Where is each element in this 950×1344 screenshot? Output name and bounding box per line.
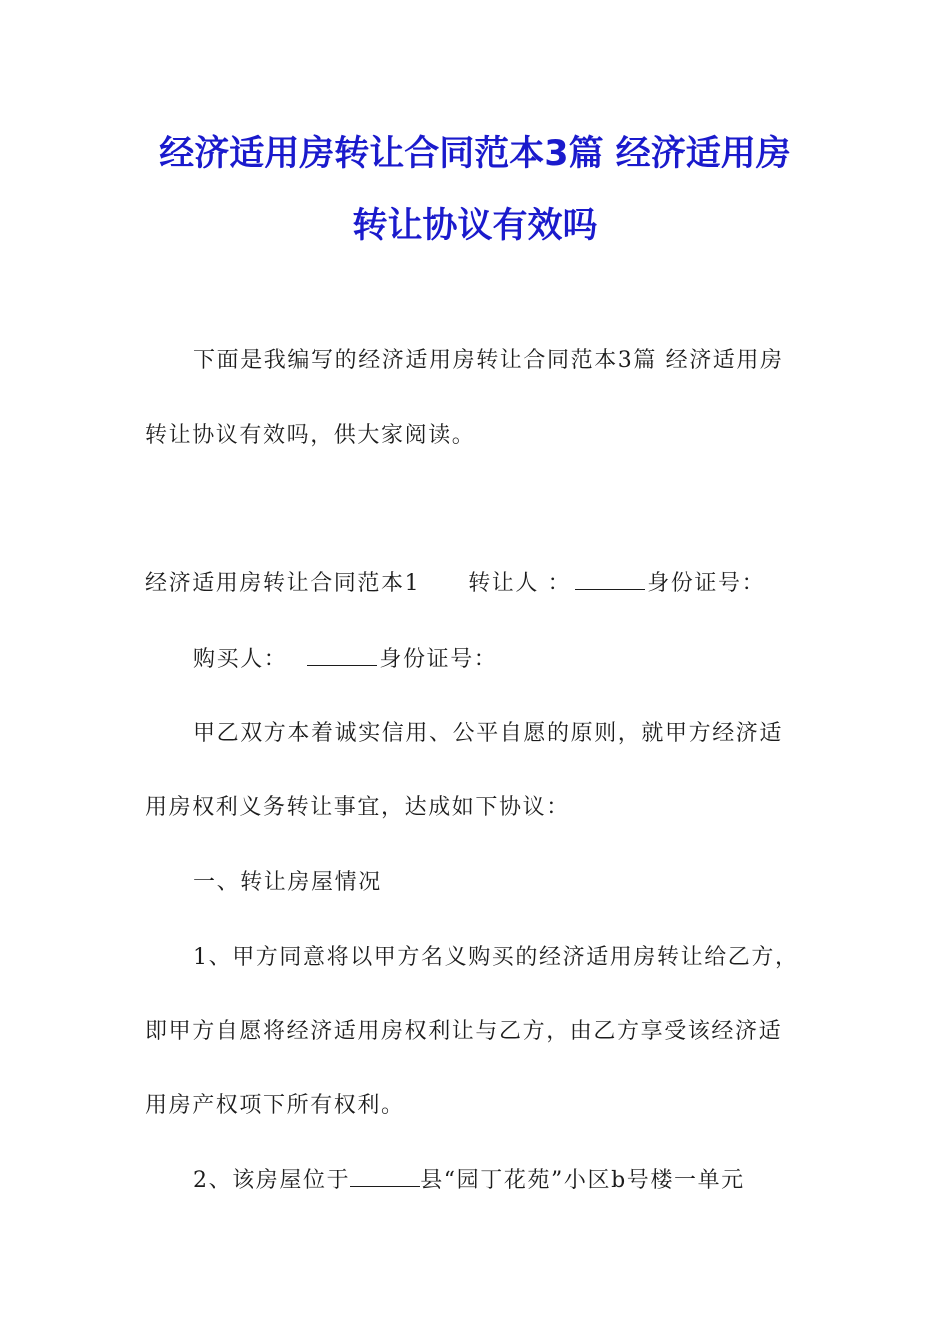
intro-line-1: 下面是我编写的经济适用房转让合同范本3篇 经济适用房	[193, 348, 784, 373]
buyer-blank	[307, 645, 377, 666]
clause2-prefix: 2、该房屋位于	[193, 1168, 351, 1193]
section-heading: 一、转让房屋情况	[193, 870, 382, 895]
clause2-suffix: 县“园丁花苑”小区b号楼一单元	[420, 1168, 745, 1193]
transferor-label: 转让人 ：	[468, 571, 572, 596]
clause1-line-3: 用房产权项下所有权利。	[145, 1093, 405, 1118]
buyer-id-label: 身份证号：	[379, 647, 498, 672]
buyer-label: 购买人：	[193, 647, 288, 672]
buyer-line	[193, 645, 497, 675]
agreement-line-1: 甲乙双方本着诚实信用、公平自愿的原则，就甲方经济适	[193, 721, 784, 746]
clause1-line-1: 1、甲方同意将以甲方名义购买的经济适用房转让给乙方，	[193, 945, 799, 970]
intro-line-2: 转让协议有效吗，供大家阅读。	[145, 423, 476, 448]
document-title-line-1: 经济适用房转让合同范本3篇 经济适用房	[159, 134, 791, 174]
county-blank	[350, 1166, 420, 1187]
clause2-line-1	[193, 1166, 745, 1196]
transferor-id-label: 身份证号：	[647, 571, 766, 596]
clause1-line-2: 即甲方自愿将经济适用房权利让与乙方，由乙方享受该经济适	[145, 1019, 783, 1044]
contract-heading: 经济适用房转让合同范本1	[145, 571, 421, 596]
document-title-line-2: 转让协议有效吗	[352, 206, 598, 246]
contract-parties-line	[145, 569, 765, 599]
transferor-blank	[575, 569, 645, 590]
agreement-line-2: 用房权利义务转让事宜，达成如下协议：	[145, 795, 570, 820]
